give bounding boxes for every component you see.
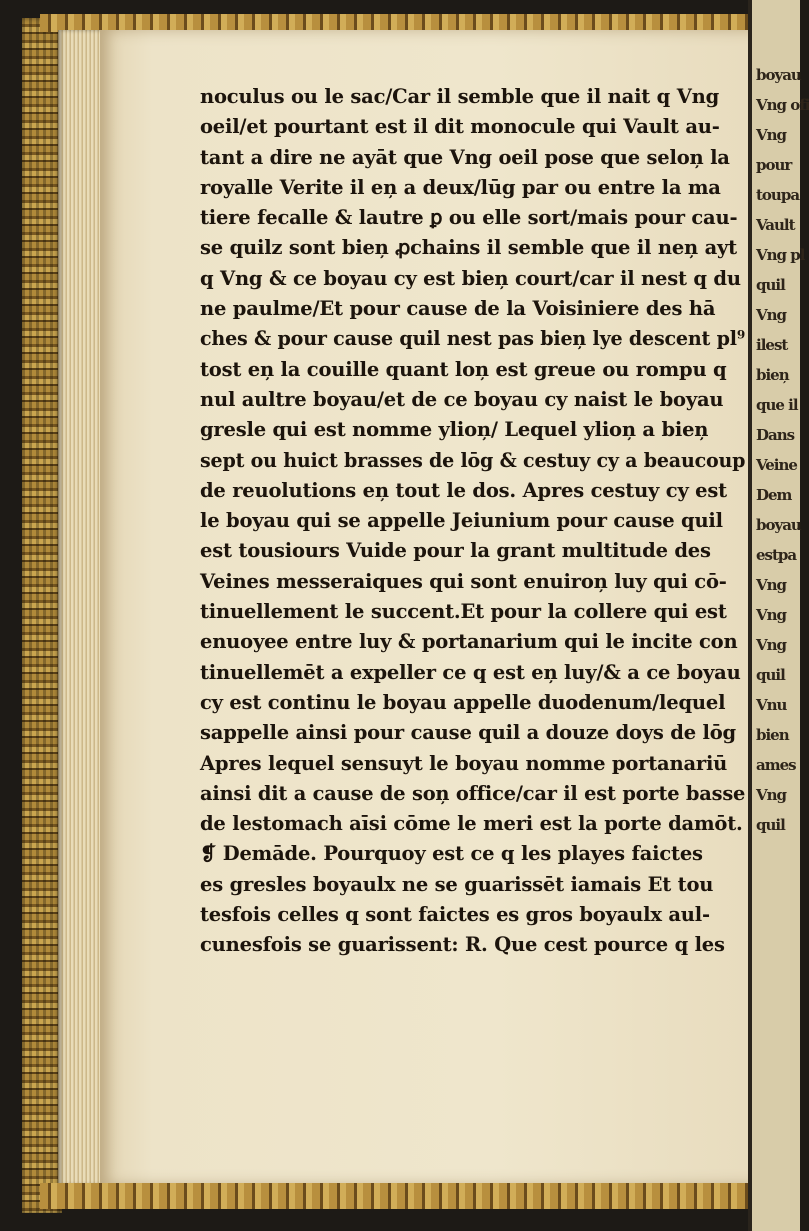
text-line: q Vng & ce boyau cy est bieņ court/car il nest q du [200,266,741,290]
facing-page-fragment: quil [756,666,785,684]
facing-page-fragment: Vnu [756,696,787,714]
text-line: Veines messeraiques qui sont enuiroņ luy qui cō- [200,569,727,593]
text-line: est tousiours Vuide pour la grant multitude des [200,539,711,563]
text-line: es gresles boyaulx ne se guarissēt iamais Et tou [200,872,714,896]
facing-page-fragment: quil [756,816,785,834]
facing-page-fragment: Dans [756,426,795,444]
text-line: royalle Verite il eņ a deux/lūg par ou entre la ma [200,175,721,199]
facing-page-fragment: bien [756,726,789,744]
facing-page-fragment: boyau [756,516,801,534]
text-line: cy est continu le boyau appelle duodenum/lequel [200,690,726,714]
facing-page-fragment: toupa [756,186,800,204]
text-line: noculus ou le sac/Car il semble que il nait q Vng [200,85,720,108]
text-line: cunesfois se guarissent: R. Que cest pource q les [200,933,725,957]
text-line: tesfois celles q sont faictes es gros boyaulx aul- [200,903,710,927]
text-line: ❡ Demāde. Pourquoy est ce q les playes faictes [200,842,703,866]
facing-page-fragment: boyau [756,66,801,84]
page-bottom-edge [40,1183,765,1209]
facing-page-fragment: Vault [756,216,795,234]
facing-page-fragment: estpa [756,546,797,564]
text-line: sept ou huict brasses de lōg & cestuy cy a beaucoup [200,448,746,472]
text-line: de reuolutions eņ tout le dos. Apres cestuy cy est [200,478,727,502]
facing-page-fragment: Vng [756,306,787,324]
facing-page-text [756,60,809,840]
facing-page-fragment: ames [756,756,796,774]
text-line: tinuellement le succent.Et pour la collere qui est [200,600,727,624]
text-line: ainsi dit a cause de soņ office/car il est porte basse [200,781,746,805]
facing-page-fragment: Dem [756,486,792,504]
text-line: tinuellemēt a expeller ce q est eņ luy/& a ce boyau [200,660,741,684]
text-line: ne paulme/Et pour cause de la Voisiniere des hā [200,297,716,321]
facing-page-fragment: que il [756,396,798,414]
text-line: oeil/et pourtant est il dit monocule qui Vault au- [200,115,720,139]
text-line: gresle qui est nomme ylioņ/ Lequel ylioņ a bieņ [200,418,709,442]
facing-page-fragment: Vng pl [756,246,805,264]
facing-page-fragment: Vng [756,636,787,654]
facing-page-fragment: Veine [756,456,797,474]
text-line: de lestomach aīsi cōme le meri est la porte damōt. [200,812,743,836]
facing-page-fragment: Vng ofi [756,96,809,114]
text-line: tost eņ la couille quant loņ est greue ou rompu q [200,357,727,381]
book-binding [22,18,62,1213]
text-column [200,82,745,961]
text-line: Apres lequel sensuyt le boyau nomme portanariū [200,751,728,775]
text-line: se quilz sont bieņ ꝓchains il semble que il neņ ayt [200,236,737,260]
facing-page-fragment: ilest [756,336,788,354]
text-line: enuoyee entre luy & portanarium qui le incite con [200,630,738,654]
text-line: sappelle ainsi pour cause quil a douze doys de lōg [200,721,736,745]
facing-page-fragment: Vng [756,786,787,804]
text-line: tant a dire ne ayāt que Vng oeil pose que seloņ la [200,145,730,169]
facing-page-fragment: quil [756,276,785,294]
facing-page-fragment: bieņ [756,366,789,384]
text-line: nul aultre boyau/et de ce boyau cy naist le boyau [200,387,724,411]
facing-page-fragment: pour [756,156,792,174]
text-line: ches & pour cause quil nest pas bieņ lye descent pl⁹ [200,327,745,351]
facing-page-fragment: Vng [756,606,787,624]
facing-page-fragment: Vng [756,576,787,594]
text-line: tiere fecalle & lautre ꝑ ou elle sort/mais pour cau- [200,206,738,230]
text-line: le boyau qui se appelle Jeiunium pour cause quil [200,509,723,533]
facing-page-fragment: Vng [756,126,787,144]
